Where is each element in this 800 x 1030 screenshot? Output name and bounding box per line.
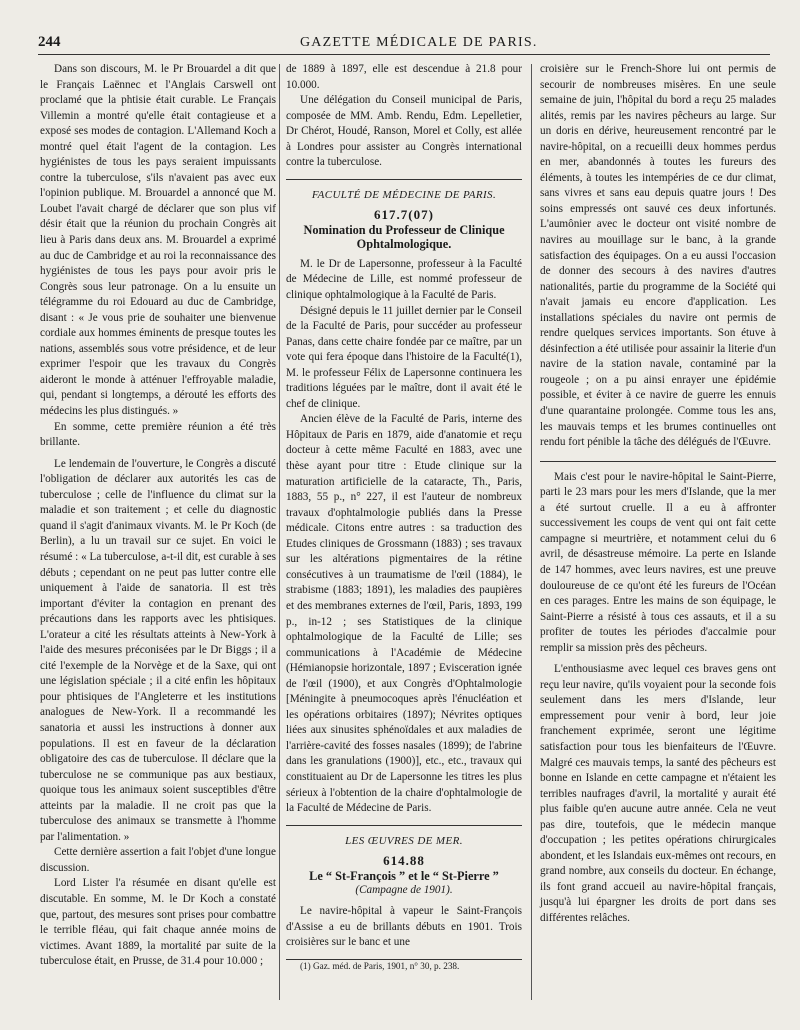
paragraph: Mais c'est pour le navire-hôpital le Saint-Pierre, parti le 23 mars pour les mers d'Islande, que la mer a été surtout cruelle. Il a eu à affronter successivement les coups de vent qui ont fait cette campagne si meurtrière, et notamment celui du 6 avril, de désastreuse mémoire. La perte en Islande de 147 hommes, avec leurs navires, est une preuve douloureuse de ce qu'ont été les fureurs de l'Océan en ces parages. Entre les mains de son équipage, le Saint-Pierre a résisté à tous ces assauts, et il a su profiter de toutes les périodes d'accalmie pour remplir sa mission près des pêcheurs. — [540, 470, 776, 654]
paragraph: Ancien élève de la Faculté de Paris, interne des Hôpitaux de Paris en 1879, aide d'anatomie et reçu docteur à cette même Faculté en 1883, avec une thèse ayant pour titre : Etude clinique sur la maturation artificielle de la cataracte, Th., Paris, 1883, 55 p., n° 227, il est l'auteur de nombreux travaux d'ophtalmologie publiés dans la Presse médicale. Citons entre autres : sa traduction des Etudes cliniques de Grossmann (1883) ; ses travaux sur les altérations pigmentaires de la rétine consécutives à un traumatisme de l'œil (1884), le strabisme (1883; 1891), les maladies des paupières et des membranes externes de l'œil, Paris, 1893, 199 p., in-12 ; ses Statistiques de la clinique ophtalmologique de la Faculté de Lille; ses communications à l'Académie de Médecine (Hémianopsie horizontale, 1897 ; Evisceration ignée de l'œil (1900), et aux Congrès d'Ophtalmologie [Méningite à pneumocoques après l'énucléation et les opérations orbitaires (1897); Névrites optiques liées aux sinusites sphénoïdales et aux maladies de l'arrière-cavité des fosses nasales (1899); de l'abrine dans les granulations (1900)], etc., etc., travaux qui constituaient au Dr de Lapersonne les titres les plus sérieux à l'obtention de la chaire d'ophtalmologie de la Faculté de Médecine de Paris. — [286, 413, 522, 815]
classification-code: 614.88 — [383, 853, 425, 869]
column-divider — [531, 64, 532, 1000]
article-title: Nomination du Professeur de Clinique Ophtalmologique. — [303, 222, 505, 251]
paragraph: de 1889 à 1897, elle est descendue à 21.8 pour 10.000. — [286, 63, 522, 91]
section-heading: FACULTÉ DE MÉDECINE DE PARIS. — [311, 188, 497, 201]
running-title: GAZETTE MÉDICALE DE PARIS. — [300, 35, 538, 50]
paragraph: L'enthousiasme avec lequel ces braves gens ont reçu leur navire, qu'ils voyaient pour la seconde fois seulement dans les mers d'Islande, leur empressement pour venir à bord, leur joie franchement exprimée, seront une légitime satisfaction pour tous les bienfaiteurs de l'Œuvre. Malgré ces mauvais temps, la santé des pêcheurs est bonne en Islande en cette campagne et n'étaient les terribles naufrages d'avril, la mortalité y aurait été plus faible qu'en aucune autre année. Cela ne veut pas dire, toutefois, que le médecin manque d'occupation ; les petites opérations chirurgicales abondent, et les Islandais eux-mêmes ont recours, en grand nombre, aux conseils du docteur. En échange, ils font grand accueil au navire-hôpital français, jusqu'à lui épargner les droits de port dans ses différentes relâches. — [540, 663, 776, 924]
paragraph: Une délégation du Conseil municipal de Paris, composée de MM. Amb. Rendu, Edm. Lepelletier, Dr Chérot, Houdé, Ranson, Morel et Colly, est allée à Londres pour assister au Congrès international contre la tuberculose. — [286, 94, 522, 169]
column-2 — [286, 62, 522, 972]
paragraph: Désigné depuis le 11 juillet dernier par le Conseil de la Faculté de Paris, pour succéder au professeur Panas, dans cette chaire fondée par ce maître, par un vote qui fera époque dans l'histoire de la Faculté(1), M. le professeur Félix de Lapersonne continuera les traditions léguées par le maître, dont il avait été le chef de clinique. — [286, 304, 522, 410]
classification-code: 617.7(07) — [374, 207, 434, 223]
paragraph: Lord Lister l'a résumée en disant qu'elle est discutable. En somme, M. le Dr Koch a constaté que, partout, des mesures sont prises pour combattre le terrible fléau, qui fait chaque année moins de victimes. Avant 1889, la mortalité par suite de la tuberculose était, en Prusse, de 31.4 pour 10.000 ; — [40, 877, 276, 968]
page-header — [38, 34, 770, 55]
section-rule — [286, 825, 522, 826]
paragraph: Le navire-hôpital à vapeur le Saint-François d'Assise a eu de brillants débuts en 1901. Trois croisières sur le banc et une — [286, 905, 522, 949]
paragraph: M. le Dr de Lapersonne, professeur à la Faculté de Médecine de Lille, est nommé professeur de clinique ophtalmologique à la Faculté de Paris. — [286, 257, 522, 302]
paragraph: Dans son discours, M. le Pr Brouardel a dit que le Français Laënnec et l'Anglais Carswell ont proclamé que la phtisie était curable. Le Français Villemin a montré qu'elle était contagieuse et a exposé ses modes de contagion. L'Allemand Koch a montré quel était l'agent de la contagion. Les hygiénistes de tous les pays seraient impuissants contre la tuberculose, s'ils n'avaient pas avec eux l'opinion publique. M. Brouardel a annoncé que M. Loubet l'avait chargé de déclarer que son plus vif désir était que la réunion du prochain Congrès ait lieu à Paris dans deux ans. M. Brouardel a exprimé au duc de Cambridge et au roi la reconnaissance des hygiénistes de tous les pays pour avoir pris le Congrès sous leur patronage. On a lu ensuite un télégramme du roi Edouard au duc de Cambridge, disant : « Je vous prie de souhaiter une bienvenue cordiale aux hommes éminents de presque toutes les nations, assemblés sous votre présidence, et de leur exprimer l'espoir que les travaux du Congrès aideront le monde à atténuer l'effroyable maladie, qui, pendant si longtemps, a dérouté les efforts des médecins les plus distingués. » — [40, 63, 276, 418]
paragraph: Cette dernière assertion a fait l'objet d'une longue discussion. — [40, 846, 276, 874]
column-divider — [279, 64, 280, 1000]
column-1 — [40, 62, 276, 970]
article-subtitle: (Campagne de 1901). — [355, 883, 453, 896]
paragraph: Le lendemain de l'ouverture, le Congrès a discuté l'obligation de déclarer aux autorités les cas de tuberculose ; celle de l'influence du climat sur la maladie et son traitement ; et celle du diagnostic quand il s'agit d'animaux vivants. M. le Pr Koch (de Berlin), a lu un travail sur ce sujet. En voici le résumé : « La tuberculose, a-t-il dit, est curable à ses débuts ; cependant on ne peut pas lutter contre elle uniquement à l'aide de sanatoria. Il est très important d'éviter la contagion en prenant des précautions dans les rapports avec les phtisiques. L'orateur a cité les résultats atteints à New-York à l'aide des mesures préconisées par le Dr Biggs ; il a cité l'exemple de la Norvège et de la Saxe, qui ont une législation spéciale ; il a cité enfin les hôpitaux pour phtisiques de l'Angleterre et les institutions analogues de New-York. Il a recommandé les sanatoria et aussi les instructions à donner aux populations. Il est en faveur de la déclaration obligatoire des cas de tuberculose. Il déclare que la tuberculose ne se communique pas aux bestiaux, quoique tous les animaux soient susceptibles d'être atteints par la maladie. Il ne croit pas que la tuberculose des animaux se transmette à l'homme par l'alimentation. » — [40, 457, 276, 843]
column-3 — [540, 62, 776, 927]
article-title: Le “ St-François ” et le “ St-Pierre ” — [309, 868, 499, 883]
page-number: 244 — [38, 34, 61, 50]
paragraph: croisière sur le French-Shore lui ont permis de secourir de nombreuses misères. En une seule semaine de juin, l'hôpital du bord a reçu 25 malades alités, remis par les navires pêcheurs au large. Sur un doris en dérive, heureusement rencontré par le navire-hôpital, on a recueilli deux hommes perdus en mer, abandonnés à toutes les fureurs des éléments, à toutes les intempéries de ce dur climat, sans vivres et sans eau depuis quatre jours ! Des soins empressés ont sauvé ces deux infortunés. L'aumônier avec le docteur ont visité nombre de navires au mouillage sur le banc, à la grande satisfaction des équipages. On a eu aussi l'occasion de donner des secours à des navires d'autres nationalités, partie du programme de la Société qui n'avait jamais eu encore d'application. Les installations spéciales du navire ont permis de rendre quelques services importants. Son étuve à désinfection a été utilisée pour assainir la literie d'un navire de la station navale, contaminé par la rougeole ; on a pu ainsi enrayer une épidémie possible, et éviter à ce navire de guerre les ennuis d'une quarantaine prolongée. Comme tous les ans, les mauvais temps et les brumes continuelles ont rendu fort pénible la tâche des délégués de l'Œuvre. — [540, 63, 776, 449]
paragraph: En somme, cette première réunion a été très brillante. — [40, 420, 276, 449]
footnote: (1) Gaz. méd. de Paris, 1901, n° 30, p. 238. — [300, 960, 460, 971]
section-rule — [540, 461, 776, 462]
section-heading: LES ŒUVRES DE MER. — [345, 834, 463, 847]
section-rule — [286, 179, 522, 180]
